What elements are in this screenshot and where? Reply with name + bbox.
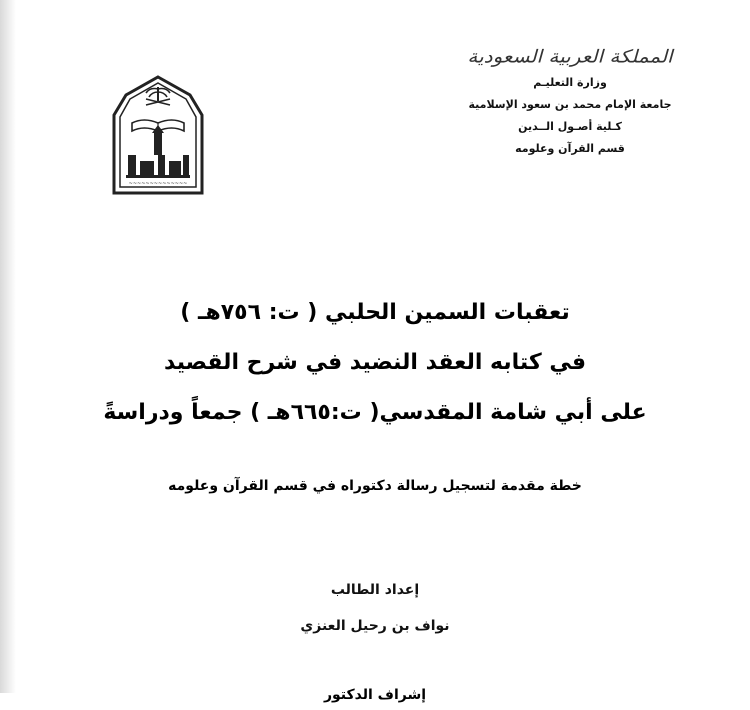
student-label: إعداد الطالب [330, 582, 420, 598]
supervisor-label-partial: إشراف الدكتور [323, 687, 427, 703]
ministry-name: وزارة التعليـم [533, 76, 607, 89]
svg-text:~~~~~~~~~~~~~~: ~~~~~~~~~~~~~~ [128, 181, 188, 187]
college-name: كـلية أصـول الــدين [518, 120, 622, 133]
department-name: قسم القرآن وعلومه [515, 142, 625, 155]
thesis-title [0, 288, 750, 438]
institution-header [445, 40, 695, 160]
imam-university-logo-icon [110, 75, 206, 197]
kingdom-name: المملكة العربية السعودية [467, 45, 673, 67]
student-info [0, 572, 750, 644]
title-line-3: على أبي شامة المقدسي( ت:٦٦٥هـ ) جمعاً ودراسةً [103, 400, 647, 425]
student-name: نواف بن رحيل العنزي [300, 618, 450, 634]
plan-description: خطة مقدمة لتسجيل رسالة دكتوراه في قسم القرآن وعلومه [168, 478, 582, 494]
university-name: جامعة الإمام محمد بن سعود الإسلامية [468, 98, 672, 111]
title-line-2: في كتابه العقد النضيد في شرح القصيد [163, 350, 586, 375]
title-line-1: تعقبات السمين الحلبي ( ت: ٧٥٦هـ ) [180, 300, 570, 325]
